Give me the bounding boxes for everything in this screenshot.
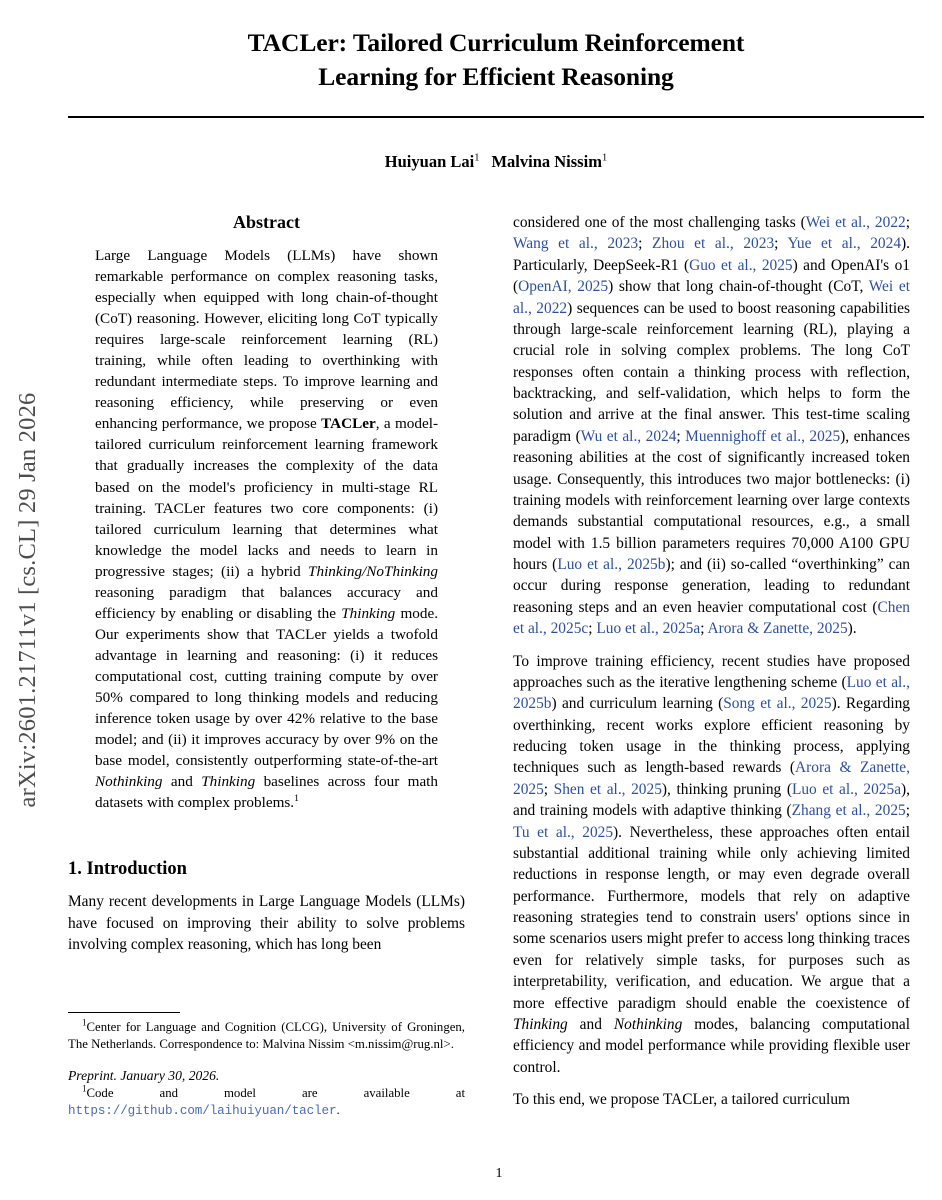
rc2-text-d: ), thinking pruning ( [661,780,792,798]
github-repo-link[interactable]: https://github.com/laihuiyuan/tacler [68,1104,337,1119]
citation-zhou-2023[interactable]: Zhou et al., 2023 [652,235,775,253]
author-affiliation-mark-1: 1 [474,152,480,164]
citation-song-2025[interactable]: Song et al., 2025 [723,695,832,713]
rc-text-h: ). [847,620,857,638]
abstract-emph-thinking-2: Thinking [201,773,256,791]
rc-text-c: ) and OpenAI's o1 ( [513,256,910,296]
cite-separator: ; [638,235,653,253]
citation-wei-2022-cot[interactable]: Wei et al., 2022 [513,278,910,317]
rc2-text-g: and [567,1015,614,1033]
right-column-paragraph-2 [513,651,910,1079]
introduction-paragraph-1: Many recent developments in Large Language Models (LLMs) have focused on improving their ability to solve problems involving complex reasoning, which has long been [68,893,465,954]
rc2-text-b: ) and curriculum learning ( [551,695,724,713]
citation-luo-2025b-2[interactable]: Luo et al., 2025b [513,673,910,713]
abstract-text-d: mode. Our experiments show that TACLer yields a twofold advantage in learning and reasoning: (i) it reduces computational cost, cutting training compute by over 50% compared to long thinking models and reducing inference token usage by over 42% relative to the base model; and (ii) it improves accuracy by over 9% on the base model, consistently outperforming state-of-the-art [95,604,438,770]
page-number: 1 [495,1166,503,1181]
abstract-text-c: reasoning paradigm that balances accuracy and efficiency by enabling or disabling the [95,583,438,622]
abstract-footnote-mark: 1 [294,793,299,805]
footnote-affiliation-mark: 1 [82,1017,87,1028]
footnote-code-mark: 1 [82,1083,87,1094]
cite-separator: ; [774,235,788,253]
citation-luo-2025b[interactable]: Luo et al., 2025b [557,556,666,573]
cite-separator: ; [700,620,708,638]
citation-wang-2023[interactable]: Wang et al., 2023 [513,235,639,253]
citation-zhang-2025[interactable]: Zhang et al., 2025 [791,802,906,820]
citation-shen-2025[interactable]: Shen et al., 2025 [553,780,662,798]
citation-chen-2025c[interactable]: Chen et al., 2025c [513,598,910,638]
rc2-text-e: ), and training models with adaptive thinking ( [513,780,911,820]
rc2-text-a: To improve training efficiency, recent studies have proposed approaches such as the iterative lengthening scheme ( [513,652,910,691]
cite-separator: ; [905,802,910,820]
page-title [68,26,924,93]
cite-separator: ; [543,780,554,798]
author-affiliation-mark-2: 1 [601,152,608,164]
citation-luo-2025a-2[interactable]: Luo et al., 2025a [791,780,902,798]
rc2-emph-thinking: Thinking [513,1015,568,1033]
footnote-block [68,1012,465,1120]
abstract-emph-nothinking: Nothinking [95,773,163,791]
rc-text-a: considered one of the most challenging tasks ( [513,214,806,231]
title-block [68,26,924,93]
citation-openai-2025[interactable]: OpenAI, 2025 [518,278,609,296]
abstract-emph-thinking-nothinking: Thinking/NoThinking [308,562,438,580]
left-column [68,212,465,955]
citation-luo-2025a[interactable]: Luo et al., 2025a [596,620,701,638]
section-heading-introduction: 1. Introduction [68,859,187,880]
author-list [68,152,924,172]
citation-wu-2024[interactable]: Wu et al., 2024 [580,427,677,445]
author-name-1: Huiyuan Lai [384,152,475,171]
citation-arora-zanette-2025-2[interactable]: Arora & Zanette, 2025 [513,759,910,798]
citation-yue-2024[interactable]: Yue et al., 2024 [787,235,902,253]
rc-text-b: ). Particularly, DeepSeek-R1 ( [513,235,911,274]
preprint-notice: Preprint. January 30, 2026. [68,1067,220,1083]
paper-title-line-2: Learning for Efficient Reasoning [318,61,674,91]
citation-arora-zanette-2025[interactable]: Arora & Zanette, 2025 [707,620,848,638]
title-divider [68,116,924,118]
paper-title-line-1: TACLer: Tailored Curriculum Reinforcement [247,28,745,57]
footnote-affiliation-text: Center for Language and Cognition (CLCG), University of Groningen, The Netherlands. Correspondence to: Malvina Nissim <m.nissim@rug.nl>. [68,1020,465,1052]
right-column-paragraph-3: To this end, we propose TACLer, a tailored curriculum [513,1091,850,1108]
abstract-text-e: and [162,773,202,791]
citation-guo-2025[interactable]: Guo et al., 2025 [689,256,793,274]
abstract-method-name: TACLer [321,415,376,433]
right-column-paragraph-1 [513,212,910,640]
cite-separator: ; [588,620,597,638]
arxiv-watermark [0,0,56,1200]
abstract-text-b: , a model-tailored curriculum reinforcement learning framework that gradually increases the complexity of the data based on the model's proficiency in multi-stage RL training. TACLer features two core components: (i) tailored curriculum learning that determines what knowledge the model lacks and needs to learn in progressive stages; (ii) a hybrid [95,415,439,580]
cite-separator: ; [676,427,686,445]
footnote-code-availability [68,1085,465,1121]
rc2-text-h: modes, balancing computational efficiency and model performance while providing flexible user control. [513,1015,911,1076]
abstract-paragraph [68,245,465,813]
citation-tu-2025[interactable]: Tu et al., 2025 [513,823,614,841]
footnote-code-period: . [336,1103,340,1118]
rc-text-g: ); and (ii) so-called “overthinking” can occur during response generation, leading to redundant reasoning steps and an even heavier computational cost ( [513,556,910,616]
rc2-text-f: ). Nevertheless, these approaches often entail substantial additional training while only achieving limited reductions in response length, or may even degrade overall performance. Furthermore, models that rely on adaptive reasoning strategies tend to constrain users' options since in some scenarios users might prefer to access long thinking traces even for relatively simple tasks, for purposes such as interpretability, verification, and education. We argue that a more effective paradigm should enable the coexistence of [513,823,910,1012]
abstract-emph-thinking: Thinking [341,604,396,622]
author-name-2: Malvina Nissim [491,152,602,171]
rc2-emph-nothinking: Nothinking [613,1015,683,1033]
footnote-divider [68,1012,180,1013]
right-column [513,212,910,1110]
abstract-heading: Abstract [233,212,300,232]
rc-text-d: ) show that long chain-of-thought (CoT, [608,278,869,296]
abstract-text-a: Large Language Models (LLMs) have shown remarkable performance on complex reasoning tasks, especially when equipped with long chain-of-thought (CoT) reasoning. However, eliciting long CoT typically requires large-scale reinforcement learning (RL) training, while often leading to overthinking with redundant intermediate steps. To improve learning and reasoning efficiency, while preserving or even enhancing performance, we propose [95,247,438,433]
arxiv-identifier-text: arXiv:2601.21711v1 [cs.CL] 29 Jan 2026 [14,392,41,808]
rc-text-f: ), enhances reasoning abilities at the cost of significantly increased token usage. Consequently, this introduces two major bottlenecks: (i) training models with reinforcement learning over large contexts demands substantial computational resources, e.g., a small model with 1.5 billion parameters requires 70,000 A100 GPU hours ( [513,427,911,573]
footnote-affiliation [68,1019,465,1054]
paper-page [56,0,942,1200]
abstract-text-f: baselines across four math datasets with complex problems. [95,773,438,812]
footnote-code-text: Code and model are available at [86,1085,465,1100]
rc-text-e: ) sequences can be used to boost reasoning capabilities through large-scale reinforcement learning (RL), playing a crucial role in solving complex problems. The long CoT responses often contain a thinking process with reflection, backtracking, and self-validation, which helps to form the solution and arrive at the final answer. This test-time scaling paradigm ( [513,299,910,445]
citation-muennighoff-2025[interactable]: Muennighoff et al., 2025 [685,427,841,445]
citation-wei-2022[interactable]: Wei et al., 2022 [805,214,906,231]
cite-separator: ; [905,214,910,231]
rc2-text-c: ). Regarding overthinking, recent works explore efficient reasoning by reducing token usage in the thinking process, applying techniques such as length-based rewards ( [513,695,910,777]
